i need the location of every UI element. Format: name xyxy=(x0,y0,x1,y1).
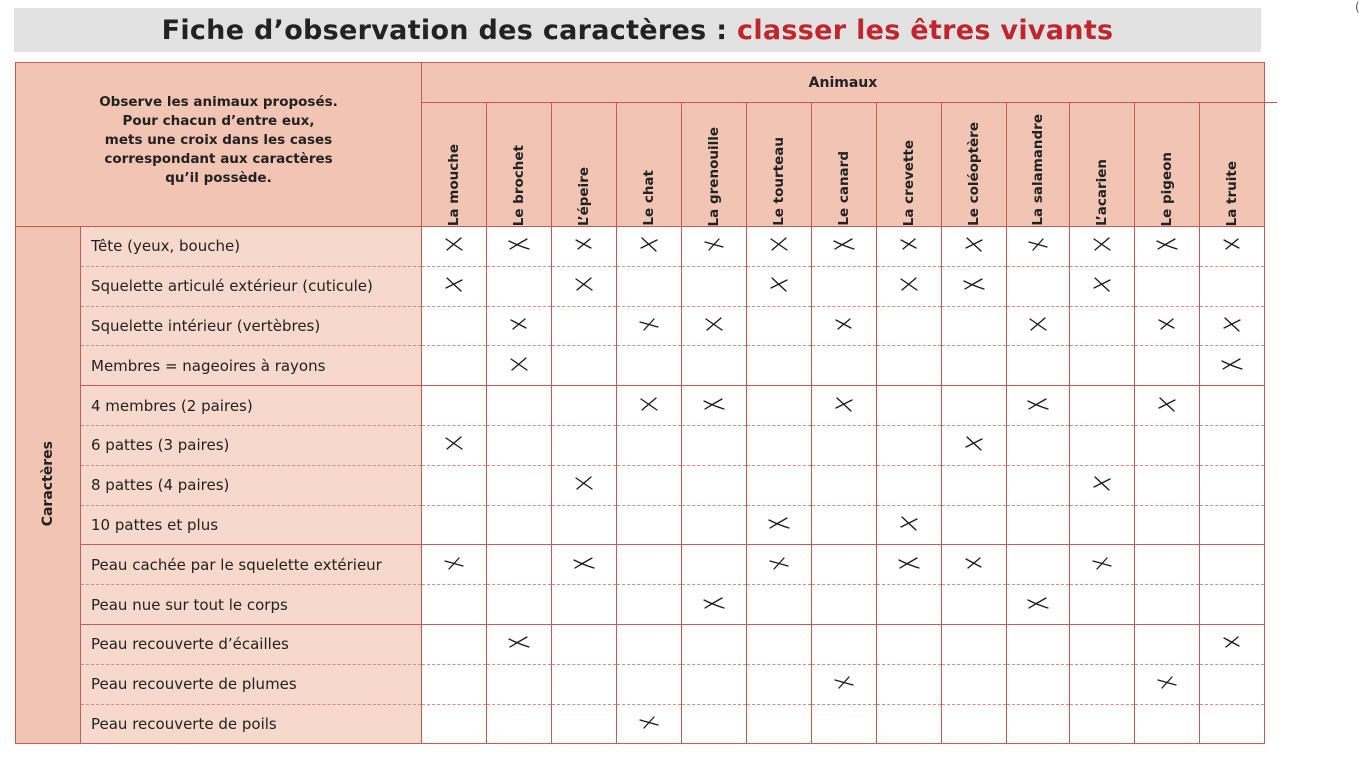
check-cell[interactable] xyxy=(422,585,487,625)
check-cell[interactable] xyxy=(487,704,552,744)
check-cell[interactable] xyxy=(812,505,877,545)
check-cell[interactable] xyxy=(1070,624,1135,664)
animal-name: Le chat xyxy=(641,170,657,226)
cross-mark-icon xyxy=(636,314,662,334)
check-cell[interactable] xyxy=(812,266,877,306)
check-cell[interactable] xyxy=(747,664,812,704)
cross-mark-icon xyxy=(961,274,987,294)
cross-mark-icon xyxy=(961,234,987,254)
animal-header xyxy=(1135,103,1200,227)
cross-mark-icon xyxy=(571,473,597,493)
observation-sheet xyxy=(15,62,1265,744)
cross-mark-icon xyxy=(1025,394,1051,414)
cross-mark-icon xyxy=(896,513,922,533)
check-cell[interactable] xyxy=(812,386,877,426)
check-cell[interactable] xyxy=(1007,425,1070,465)
check-cell[interactable] xyxy=(487,664,552,704)
check-cell[interactable] xyxy=(812,465,877,505)
check-cell[interactable] xyxy=(422,386,487,426)
check-cell[interactable] xyxy=(1070,505,1135,545)
check-cell[interactable] xyxy=(747,346,812,386)
cross-mark-icon xyxy=(701,593,727,613)
check-cell[interactable] xyxy=(1135,704,1200,744)
check-cell[interactable] xyxy=(1007,704,1070,744)
check-cell[interactable] xyxy=(812,664,877,704)
check-cell[interactable] xyxy=(682,266,747,306)
animal-header xyxy=(877,103,942,227)
check-cell[interactable] xyxy=(487,346,552,386)
check-cell[interactable] xyxy=(1200,425,1265,465)
check-cell[interactable] xyxy=(1007,624,1070,664)
cross-mark-icon xyxy=(1089,274,1115,294)
cross-mark-icon xyxy=(766,234,792,254)
check-cell[interactable] xyxy=(1135,585,1200,625)
check-cell[interactable] xyxy=(552,704,617,744)
check-cell[interactable] xyxy=(1200,624,1265,664)
check-cell[interactable] xyxy=(487,306,552,346)
check-cell[interactable] xyxy=(552,585,617,625)
check-cell[interactable] xyxy=(682,505,747,545)
check-cell[interactable] xyxy=(877,465,942,505)
check-cell[interactable] xyxy=(1007,346,1070,386)
cross-mark-icon xyxy=(441,274,467,294)
check-cell[interactable] xyxy=(1200,704,1265,744)
check-cell[interactable] xyxy=(877,306,942,346)
check-cell[interactable] xyxy=(552,306,617,346)
check-cell[interactable] xyxy=(422,306,487,346)
check-cell[interactable] xyxy=(422,346,487,386)
instruction-line: correspondant aux caractères xyxy=(104,151,333,167)
animal-name: La crevette xyxy=(901,139,917,226)
check-cell[interactable] xyxy=(1200,266,1265,306)
cross-mark-icon xyxy=(896,553,922,573)
check-cell[interactable] xyxy=(422,545,487,585)
cross-mark-icon xyxy=(831,234,857,254)
check-cell[interactable] xyxy=(747,585,812,625)
check-cell[interactable] xyxy=(487,266,552,306)
cross-mark-icon xyxy=(441,433,467,453)
table-row xyxy=(16,386,1265,426)
table-row xyxy=(16,704,1265,744)
cross-mark-icon xyxy=(506,234,532,254)
check-cell[interactable] xyxy=(877,266,942,306)
trait-label: Squelette intérieur (vertèbres) xyxy=(81,306,422,346)
check-cell[interactable] xyxy=(1135,425,1200,465)
check-cell[interactable] xyxy=(1007,266,1070,306)
animal-header xyxy=(682,103,747,227)
check-cell[interactable] xyxy=(1070,704,1135,744)
check-cell[interactable] xyxy=(487,624,552,664)
check-cell[interactable] xyxy=(552,425,617,465)
trait-label: 6 pattes (3 paires) xyxy=(81,425,422,465)
cross-mark-icon xyxy=(1154,394,1180,414)
check-cell[interactable] xyxy=(1007,227,1070,267)
check-cell[interactable] xyxy=(1200,227,1265,267)
cross-mark-icon xyxy=(1089,234,1115,254)
animal-name: Le tourteau xyxy=(771,137,787,226)
check-cell[interactable] xyxy=(1135,505,1200,545)
check-cell[interactable] xyxy=(1135,624,1200,664)
check-cell[interactable] xyxy=(552,346,617,386)
cross-mark-icon xyxy=(766,513,792,533)
animal-name: La salamandre xyxy=(1030,114,1046,226)
check-cell[interactable] xyxy=(1200,545,1265,585)
check-cell[interactable] xyxy=(682,704,747,744)
trait-label: 4 membres (2 paires) xyxy=(81,386,422,426)
animal-name: L’acarien xyxy=(1094,159,1110,226)
observation-table xyxy=(15,62,1265,744)
cross-mark-icon xyxy=(701,394,727,414)
cross-mark-icon xyxy=(1219,314,1245,334)
check-cell[interactable] xyxy=(1070,465,1135,505)
trait-label: Peau recouverte de poils xyxy=(81,704,422,744)
check-cell[interactable] xyxy=(617,346,682,386)
check-cell[interactable] xyxy=(1007,465,1070,505)
instructions-cell xyxy=(16,63,422,227)
check-cell[interactable] xyxy=(1007,585,1070,625)
cross-mark-icon xyxy=(1025,593,1051,613)
check-cell[interactable] xyxy=(812,585,877,625)
check-cell[interactable] xyxy=(942,386,1007,426)
check-cell[interactable] xyxy=(1135,664,1200,704)
cross-mark-icon xyxy=(1219,354,1245,374)
check-cell[interactable] xyxy=(422,425,487,465)
cross-mark-icon xyxy=(831,672,857,692)
check-cell[interactable] xyxy=(1007,306,1070,346)
check-cell[interactable] xyxy=(877,664,942,704)
check-cell[interactable] xyxy=(552,266,617,306)
cross-mark-icon xyxy=(831,314,857,334)
characteristics-text: Caractères xyxy=(40,440,56,526)
page-title xyxy=(14,10,1261,52)
trait-label: Peau recouverte de plumes xyxy=(81,664,422,704)
table-row xyxy=(16,624,1265,664)
cross-mark-icon xyxy=(701,314,727,334)
check-cell[interactable] xyxy=(1135,306,1200,346)
check-cell[interactable] xyxy=(877,545,942,585)
check-cell[interactable] xyxy=(422,624,487,664)
instruction-line: Pour chacun d’entre eux, xyxy=(122,113,315,129)
table-row xyxy=(16,545,1265,585)
cross-mark-icon xyxy=(766,553,792,573)
cross-mark-icon xyxy=(506,314,532,334)
check-cell[interactable] xyxy=(617,624,682,664)
animal-header xyxy=(812,103,877,227)
check-cell[interactable] xyxy=(1070,585,1135,625)
check-cell[interactable] xyxy=(682,306,747,346)
check-cell[interactable] xyxy=(942,664,1007,704)
animal-header xyxy=(617,103,682,227)
check-cell[interactable] xyxy=(422,266,487,306)
table-row xyxy=(16,465,1265,505)
check-cell[interactable] xyxy=(1200,346,1265,386)
check-cell[interactable] xyxy=(747,505,812,545)
check-cell[interactable] xyxy=(617,465,682,505)
check-cell[interactable] xyxy=(682,425,747,465)
animal-header xyxy=(942,103,1007,227)
check-cell[interactable] xyxy=(1135,545,1200,585)
check-cell[interactable] xyxy=(1007,505,1070,545)
check-cell[interactable] xyxy=(1200,465,1265,505)
check-cell[interactable] xyxy=(1007,386,1070,426)
animal-name: La truite xyxy=(1224,160,1240,226)
cross-mark-icon xyxy=(441,553,467,573)
corner-mark: ( xyxy=(1355,0,1360,14)
check-cell[interactable] xyxy=(682,227,747,267)
check-cell[interactable] xyxy=(1070,346,1135,386)
check-cell[interactable] xyxy=(942,306,1007,346)
check-cell[interactable] xyxy=(552,465,617,505)
cross-mark-icon xyxy=(636,234,662,254)
animal-name: L’épeire xyxy=(576,166,592,226)
check-cell[interactable] xyxy=(1135,465,1200,505)
check-cell[interactable] xyxy=(422,227,487,267)
check-cell[interactable] xyxy=(682,346,747,386)
table-row xyxy=(16,346,1265,386)
cross-mark-icon xyxy=(636,712,662,732)
animal-name: Le brochet xyxy=(511,144,527,226)
check-cell[interactable] xyxy=(1135,227,1200,267)
characteristics-label xyxy=(16,227,81,744)
check-cell[interactable] xyxy=(487,545,552,585)
animal-name: Le pigeon xyxy=(1159,151,1175,226)
check-cell[interactable] xyxy=(1070,664,1135,704)
check-cell[interactable] xyxy=(487,585,552,625)
animal-name: La grenouille xyxy=(706,126,722,226)
check-cell[interactable] xyxy=(1070,306,1135,346)
trait-label: Tête (yeux, bouche) xyxy=(81,227,422,267)
check-cell[interactable] xyxy=(747,306,812,346)
trait-label: Peau nue sur tout le corps xyxy=(81,585,422,625)
cross-mark-icon xyxy=(1219,234,1245,254)
trait-label: Peau recouverte d’écailles xyxy=(81,624,422,664)
cross-mark-icon xyxy=(506,632,532,652)
check-cell[interactable] xyxy=(682,465,747,505)
check-cell[interactable] xyxy=(747,624,812,664)
check-cell[interactable] xyxy=(1070,227,1135,267)
check-cell[interactable] xyxy=(747,227,812,267)
check-cell[interactable] xyxy=(552,505,617,545)
check-cell[interactable] xyxy=(942,624,1007,664)
table-row xyxy=(16,425,1265,465)
check-cell[interactable] xyxy=(682,545,747,585)
check-cell[interactable] xyxy=(552,624,617,664)
cross-mark-icon xyxy=(506,354,532,374)
check-cell[interactable] xyxy=(812,545,877,585)
check-cell[interactable] xyxy=(1070,425,1135,465)
check-cell[interactable] xyxy=(812,425,877,465)
check-cell[interactable] xyxy=(617,505,682,545)
check-cell[interactable] xyxy=(1070,266,1135,306)
title-accent: classer les êtres vivants xyxy=(737,15,1114,46)
trait-label: 10 pattes et plus xyxy=(81,505,422,545)
animal-name: La mouche xyxy=(446,143,462,226)
check-cell[interactable] xyxy=(617,386,682,426)
instruction-line: Observe les animaux proposés. xyxy=(99,94,338,110)
check-cell[interactable] xyxy=(812,624,877,664)
check-cell[interactable] xyxy=(942,505,1007,545)
check-cell[interactable] xyxy=(617,704,682,744)
check-cell[interactable] xyxy=(942,227,1007,267)
animals-header: Animaux xyxy=(422,63,1265,103)
title-prefix: Fiche d’observation des caractères : xyxy=(161,15,738,46)
check-cell[interactable] xyxy=(617,266,682,306)
check-cell[interactable] xyxy=(487,386,552,426)
check-cell[interactable] xyxy=(552,664,617,704)
check-cell[interactable] xyxy=(617,227,682,267)
check-cell[interactable] xyxy=(1200,386,1265,426)
cross-mark-icon xyxy=(896,234,922,254)
check-cell[interactable] xyxy=(877,704,942,744)
trait-label: 8 pattes (4 paires) xyxy=(81,465,422,505)
cross-mark-icon xyxy=(1219,632,1245,652)
check-cell[interactable] xyxy=(422,664,487,704)
check-cell[interactable] xyxy=(812,346,877,386)
animal-header xyxy=(747,103,812,227)
check-cell[interactable] xyxy=(552,227,617,267)
table-row xyxy=(16,306,1265,346)
check-cell[interactable] xyxy=(747,465,812,505)
instruction-line: mets une croix dans les cases xyxy=(104,132,333,148)
check-cell[interactable] xyxy=(682,386,747,426)
check-cell[interactable] xyxy=(422,704,487,744)
animal-header xyxy=(552,103,617,227)
cross-mark-icon xyxy=(1025,234,1051,254)
check-cell[interactable] xyxy=(877,585,942,625)
check-cell[interactable] xyxy=(942,425,1007,465)
table-row xyxy=(16,227,1265,267)
check-cell[interactable] xyxy=(942,585,1007,625)
cross-mark-icon xyxy=(766,274,792,294)
check-cell[interactable] xyxy=(877,346,942,386)
cross-mark-icon xyxy=(1154,672,1180,692)
check-cell[interactable] xyxy=(942,266,1007,306)
cross-mark-icon xyxy=(701,234,727,254)
check-cell[interactable] xyxy=(487,425,552,465)
check-cell[interactable] xyxy=(552,386,617,426)
cross-mark-icon xyxy=(1089,473,1115,493)
check-cell[interactable] xyxy=(422,505,487,545)
animal-header xyxy=(1007,103,1070,227)
check-cell[interactable] xyxy=(747,545,812,585)
check-cell[interactable] xyxy=(682,624,747,664)
check-cell[interactable] xyxy=(747,425,812,465)
check-cell[interactable] xyxy=(1200,306,1265,346)
animal-header xyxy=(422,103,487,227)
check-cell[interactable] xyxy=(487,465,552,505)
check-cell[interactable] xyxy=(877,386,942,426)
check-cell[interactable] xyxy=(682,664,747,704)
instruction-line: qu’il possède. xyxy=(165,170,272,186)
table-row xyxy=(16,585,1265,625)
check-cell[interactable] xyxy=(812,306,877,346)
check-cell[interactable] xyxy=(1135,346,1200,386)
cross-mark-icon xyxy=(1154,234,1180,254)
animal-header xyxy=(1200,103,1265,227)
cross-mark-icon xyxy=(961,433,987,453)
check-cell[interactable] xyxy=(1070,545,1135,585)
cross-mark-icon xyxy=(441,234,467,254)
check-cell[interactable] xyxy=(877,624,942,664)
cross-mark-icon xyxy=(961,553,987,573)
animal-header xyxy=(487,103,552,227)
table-row xyxy=(16,505,1265,545)
check-cell[interactable] xyxy=(942,465,1007,505)
check-cell[interactable] xyxy=(682,585,747,625)
check-cell[interactable] xyxy=(487,227,552,267)
check-cell[interactable] xyxy=(877,505,942,545)
table-row xyxy=(16,664,1265,704)
check-cell[interactable] xyxy=(1135,386,1200,426)
check-cell[interactable] xyxy=(812,227,877,267)
check-cell[interactable] xyxy=(617,585,682,625)
check-cell[interactable] xyxy=(617,545,682,585)
cross-mark-icon xyxy=(1154,314,1180,334)
check-cell[interactable] xyxy=(942,545,1007,585)
check-cell[interactable] xyxy=(747,386,812,426)
cross-mark-icon xyxy=(636,394,662,414)
animal-name: Le coléoptère xyxy=(966,122,982,226)
table-row xyxy=(16,266,1265,306)
check-cell[interactable] xyxy=(1200,664,1265,704)
check-cell[interactable] xyxy=(617,664,682,704)
cross-mark-icon xyxy=(571,274,597,294)
check-cell[interactable] xyxy=(1135,266,1200,306)
check-cell[interactable] xyxy=(1007,664,1070,704)
cross-mark-icon xyxy=(571,553,597,573)
check-cell[interactable] xyxy=(942,346,1007,386)
cross-mark-icon xyxy=(896,274,922,294)
animal-header xyxy=(1070,103,1135,227)
check-cell[interactable] xyxy=(747,704,812,744)
instructions-text xyxy=(16,93,421,188)
cross-mark-icon xyxy=(831,394,857,414)
check-cell[interactable] xyxy=(812,704,877,744)
check-cell[interactable] xyxy=(1070,386,1135,426)
check-cell[interactable] xyxy=(487,505,552,545)
cross-mark-icon xyxy=(1089,553,1115,573)
check-cell[interactable] xyxy=(1200,585,1265,625)
animal-name: Le canard xyxy=(836,151,852,226)
check-cell[interactable] xyxy=(942,704,1007,744)
check-cell[interactable] xyxy=(1007,545,1070,585)
check-cell[interactable] xyxy=(1200,505,1265,545)
check-cell[interactable] xyxy=(552,545,617,585)
check-cell[interactable] xyxy=(877,425,942,465)
trait-label: Squelette articulé extérieur (cuticule) xyxy=(81,266,422,306)
check-cell[interactable] xyxy=(747,266,812,306)
check-cell[interactable] xyxy=(617,306,682,346)
trait-label: Membres = nageoires à rayons xyxy=(81,346,422,386)
check-cell[interactable] xyxy=(617,425,682,465)
check-cell[interactable] xyxy=(877,227,942,267)
cross-mark-icon xyxy=(1025,314,1051,334)
check-cell[interactable] xyxy=(422,465,487,505)
trait-label: Peau cachée par le squelette extérieur xyxy=(81,545,422,585)
cross-mark-icon xyxy=(571,234,597,254)
